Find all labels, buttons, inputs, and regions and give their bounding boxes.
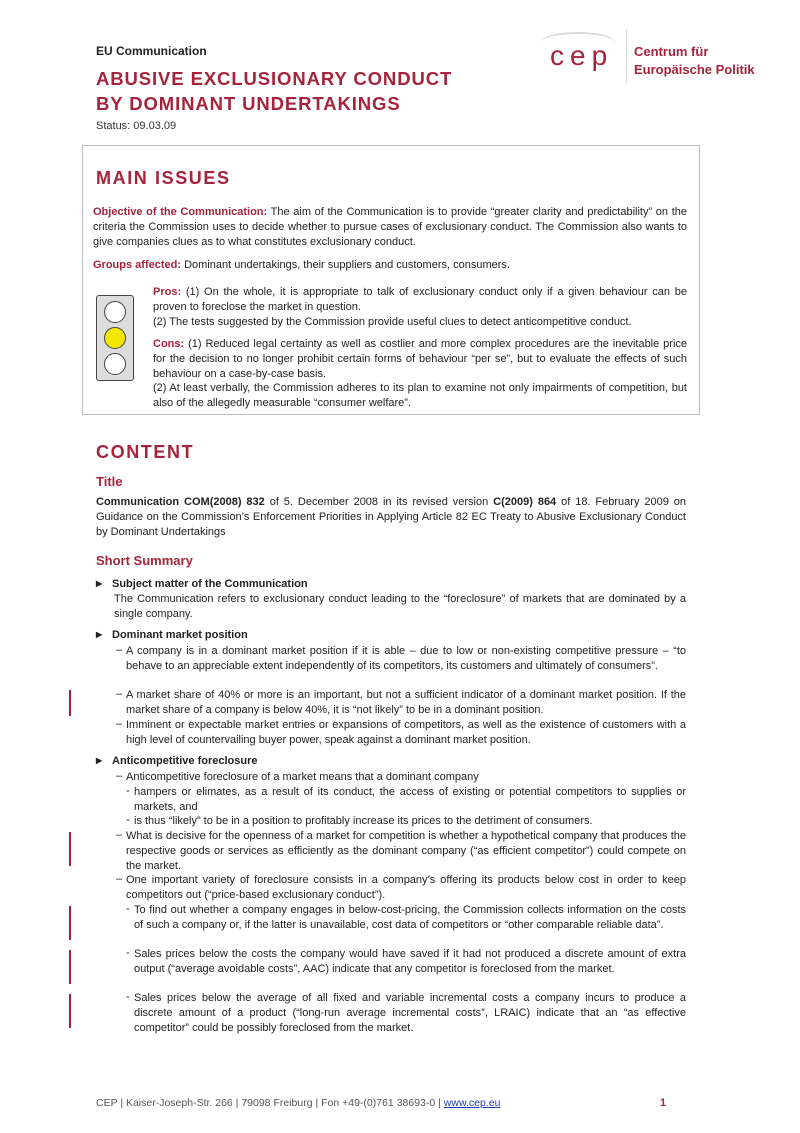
cons-label: Cons: [153, 338, 185, 350]
foreclosure-subitem-4: Sales prices below the costs the company would have saved if it had not produced a discrete amount of extra output (“average avoidable costs”, AAC) indicate that any competitor is foreclosed from the market. [134, 948, 686, 975]
logo-mark-text: cep [550, 40, 614, 71]
section-subject-heading [96, 578, 308, 590]
dominant-item-3: Imminent or expectable market entries or expansions of competitors, as well as the existence of customers with a high level of countervailing buyer power, speak against a dominant market position. [126, 719, 686, 746]
title-c-ref: C(2009) 864 [493, 496, 557, 508]
cep-logo-mark [526, 30, 627, 84]
revision-marker [69, 906, 71, 940]
traffic-light-bottom [104, 353, 126, 375]
footer-website-link[interactable]: www.cep.eu [443, 1097, 501, 1109]
document-title-line-2: BY DOMINANT UNDERTAKINGS [96, 93, 401, 114]
section-dominant-title: Dominant market position [112, 629, 248, 641]
sub-dash-bullet: - [126, 785, 130, 797]
logo-name-line-1: Centrum für [634, 44, 709, 59]
pros-paragraph-2: (2) The tests suggested by the Commission provide useful clues to detect anticompetitive conduct. [153, 316, 632, 328]
groups-paragraph [93, 258, 687, 273]
arrow-bullet-icon: ▶ [96, 756, 103, 765]
revision-marker [69, 690, 71, 716]
dash-bullet: – [116, 873, 123, 885]
section-dominant-heading [96, 629, 248, 641]
title-text-1: of 5. December 2008 in its revised version [264, 496, 494, 508]
document-title-line-1: ABUSIVE EXCLUSIONARY CONDUCT [96, 68, 453, 89]
sub-dash-bullet: - [126, 991, 130, 1003]
pros-text-1: (1) On the whole, it is appropriate to talk of exclusionary conduct only if a given behaviour can be proven to foreclose the market in question. [153, 286, 687, 313]
logo-name [634, 43, 755, 79]
arrow-bullet-icon: ▶ [96, 579, 103, 588]
revision-marker [69, 994, 71, 1028]
foreclosure-subitem-2: is thus “likely” to be in a position to profitably increase its prices to the detriment of consumers. [134, 815, 593, 827]
title-text-2: of 18. February 2009 on Guidance on the Commission’s Enforcement Priorities in Applying Article 82 EC Treaty to Abusive Exclusionary Conduct by Dominant Undertakings [96, 496, 687, 538]
cons-paragraph [153, 337, 687, 381]
foreclosure-item-2: What is decisive for the openness of a market for competition is whether a hypothetical company that produces the respective goods or services as efficiently as the dominant company (“as efficient competitor”) could compete on the market. [126, 830, 686, 872]
sub-dash-bullet: - [126, 814, 130, 826]
footer-address: CEP | Kaiser-Joseph-Str. 266 | 79098 Freiburg | Fon +49-(0)761 38693-0 | [96, 1097, 444, 1109]
document-status: Status: 09.03.09 [96, 120, 177, 132]
title-paragraph [96, 495, 686, 539]
revision-marker [69, 950, 71, 984]
foreclosure-subitem-1: hampers or elimates, as a result of its conduct, the access of existing or potential competitors to supplies or markets, and [134, 786, 686, 813]
title-heading: Title [96, 474, 123, 489]
dash-bullet: – [116, 829, 123, 841]
revision-marker [69, 832, 71, 866]
document-title [96, 66, 452, 116]
pros-label: Pros: [153, 286, 182, 298]
cep-logo [518, 28, 768, 88]
foreclosure-subitem-3: To find out whether a company engages in below-cost-pricing, the Commission collects information on the costs of such a company or, if the latter is unavailable, cost data of competitors or “other comparable reliable data”. [134, 904, 686, 931]
dominant-item-1: A company is in a dominant market position if it is able – due to low or non-existing competitive pressure – “to behave to an appreciable extent independently of its competitors, its customers and ultimately of consumers”. [126, 645, 686, 672]
title-com-ref: Communication COM(2008) 832 [96, 496, 265, 508]
foreclosure-item-1: Anticompetitive foreclosure of a market means that a dominant company [126, 771, 479, 783]
objective-paragraph [93, 205, 687, 249]
traffic-light-icon [96, 295, 134, 381]
page-number: 1 [660, 1097, 667, 1109]
traffic-light-middle [104, 327, 126, 349]
dominant-item-2: A market share of 40% or more is an important, but not a sufficient indicator of a dominant market position. If the market share of a company is below 40%, it is “not likely” to be in a dominant position. [126, 689, 686, 716]
foreclosure-subitem-5: Sales prices below the average of all fixed and variable incremental costs a company incurs to produce a discrete amount of a product (“long-run average incremental costs”, LRAIC) indicate that an “as effective competitor” could be possibly foreclosed from the market. [134, 992, 686, 1034]
footer [96, 1097, 500, 1109]
sub-dash-bullet: - [126, 947, 130, 959]
cons-text-1: (1) Reduced legal certainty as well as costlier and more complex procedures are the inevitable price for the decision to no longer prohibit certain forms of behaviour “per se”, but to evaluate the effects of such behaviour on a case-by-case basis. [153, 338, 687, 380]
dash-bullet: – [116, 644, 123, 656]
dash-bullet: – [116, 718, 123, 730]
traffic-light-top [104, 301, 126, 323]
section-foreclosure-heading [96, 755, 257, 767]
document-category: EU Communication [96, 44, 207, 58]
groups-text: Dominant undertakings, their suppliers and customers, consumers. [184, 259, 510, 271]
main-issues-heading: MAIN ISSUES [96, 168, 231, 188]
content-heading: CONTENT [96, 442, 195, 462]
sub-dash-bullet: - [126, 903, 130, 915]
section-subject-text: The Communication refers to exclusionary conduct leading to the “foreclosure” of markets that are dominated by a single company. [114, 593, 686, 620]
section-subject-title: Subject matter of the Communication [112, 578, 308, 590]
section-foreclosure-title: Anticompetitive foreclosure [112, 755, 258, 767]
foreclosure-item-3: One important variety of foreclosure consists in a company’s offering its products below cost in order to keep competitors out (“price-based exclusionary conduct”). [126, 874, 686, 901]
objective-text: The aim of the Communication is to provide “greater clarity and predictability” on the criteria the Commission uses to decide whether to pursue cases of exclusionary conduct. The Commission also wants to give companies clues as to what constitutes exclusionary conduct. [93, 206, 687, 248]
pros-paragraph [153, 285, 687, 315]
arrow-bullet-icon: ▶ [96, 630, 103, 639]
cons-paragraph-2: (2) At least verbally, the Commission adheres to its plan to examine not only impairments of competition, but also of the allegedly measurable “consumer welfare”. [153, 382, 687, 409]
dash-bullet: – [116, 770, 123, 782]
groups-label: Groups affected: [93, 259, 182, 271]
logo-name-line-2: Europäische Politik [634, 62, 755, 77]
objective-label: Objective of the Communication: [93, 206, 268, 218]
short-summary-heading: Short Summary [96, 553, 193, 568]
dash-bullet: – [116, 688, 123, 700]
